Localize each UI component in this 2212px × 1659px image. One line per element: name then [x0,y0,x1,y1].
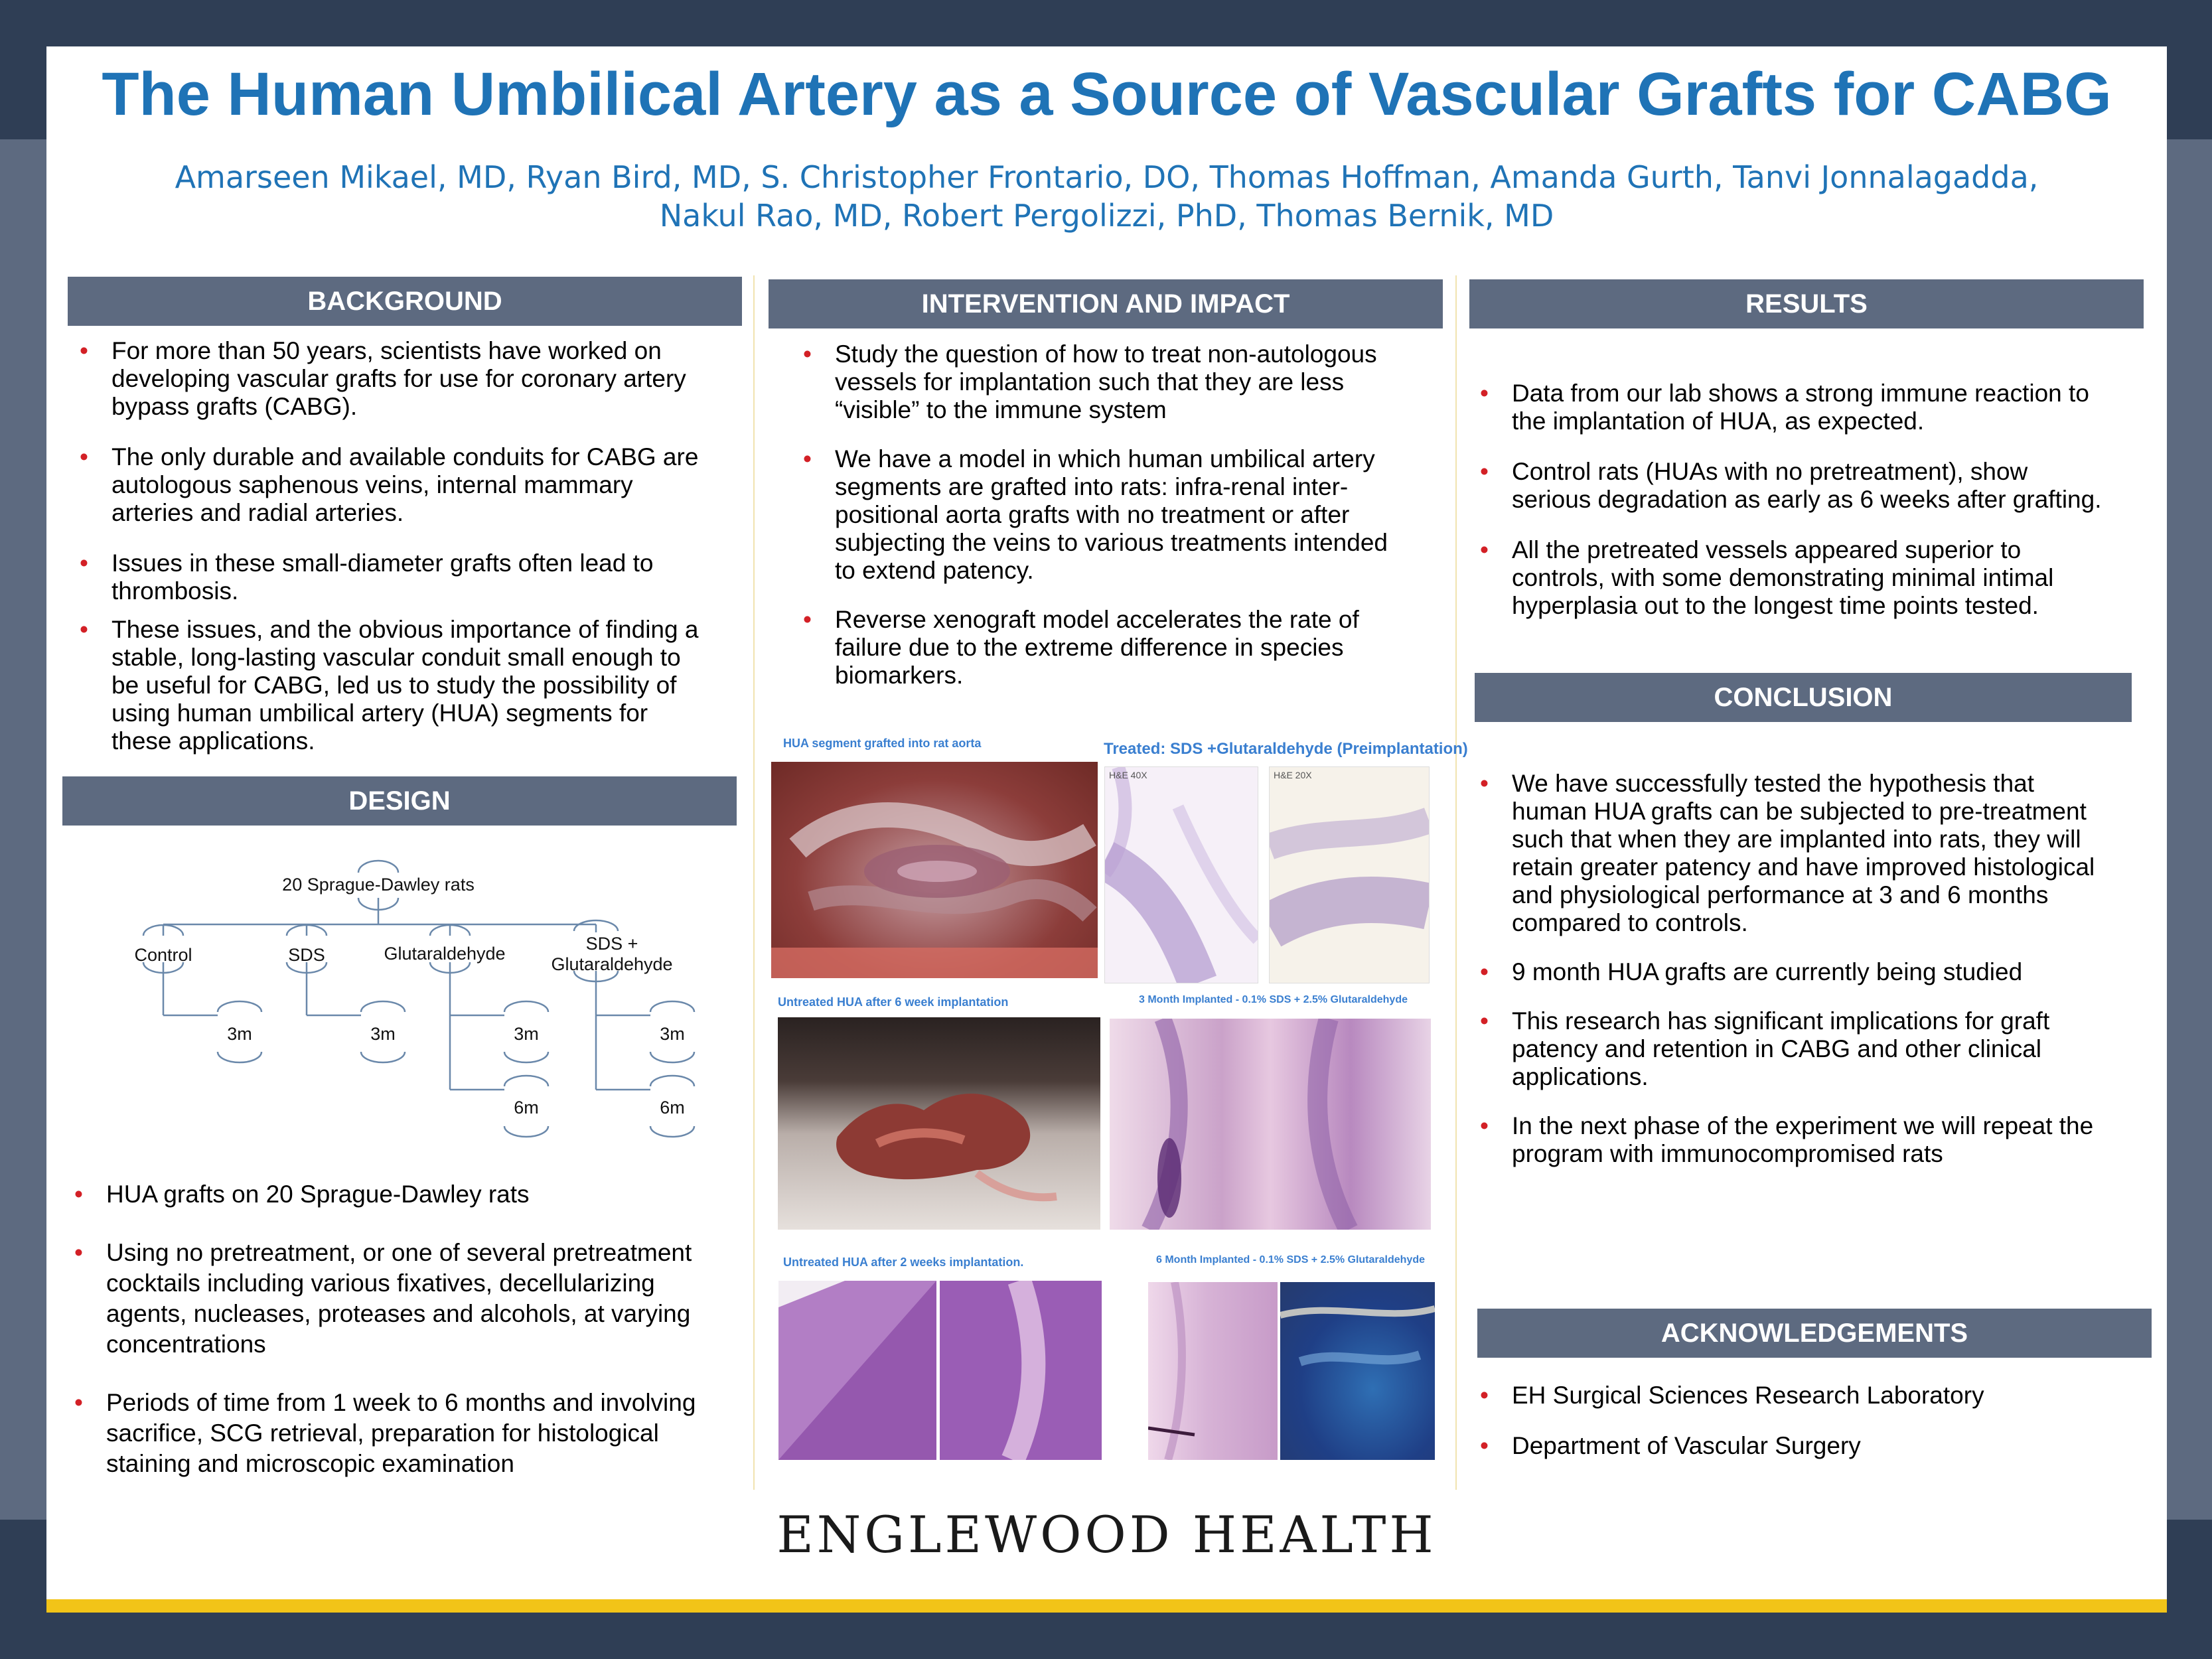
figure-caption: 6 Month Implanted - 0.1% SDS + 2.5% Glutaraldehyde [1156,1254,1425,1265]
list-item: • We have successfully tested the hypothesis that human HUA grafts can be subjected to pre-treatment such that when they are implanted into rats, they will retain greater patency and have improved histological and physiological performance at 3 and 6 months compared to controls. [1480,770,2095,936]
list-item: • Data from our lab shows a strong immune reaction to the implantation of HUA, as expected. [1480,380,2089,435]
histology-photo [1104,766,1258,983]
results-header: RESULTS [1469,279,2144,328]
surgery-photo [771,762,1098,978]
conclusion-header: CONCLUSION [1475,673,2132,722]
author-line: Nakul Rao, MD, Robert Pergolizzi, PhD, Thomas Bernik, MD [659,198,1554,234]
tree-group-control: Control [134,945,192,965]
list-item: • Periods of time from 1 week to 6 months and involving sacrifice, SCG retrieval, preparation for histological staining and microscopic examination [74,1389,696,1477]
acknowledgements-header: ACKNOWLEDGEMENTS [1477,1309,2152,1358]
study-design-tree [113,853,710,1145]
histology-photo [940,1281,1102,1460]
figure-caption: HUA segment grafted into rat aorta [783,737,982,750]
bullet-icon: • [803,445,812,472]
column-divider [753,275,755,1490]
intervention-bullets [803,340,1440,689]
tree-time-label: 6m [660,1098,685,1118]
histology-photo [1110,1019,1431,1230]
intervention-header: INTERVENTION AND IMPACT [769,279,1443,328]
tree-group-glutaraldehyde: Glutaraldehyde [384,944,506,964]
list-item: • We have a model in which human umbilical artery segments are grafted into rats: infra-renal inter- positional aorta grafts with no treatment or after subjecting the veins to various treatments intended to extend patency. [803,445,1388,584]
list-item: • For more than 50 years, scientists have worked on developing vascular grafts for use for coronary artery bypass grafts (CABG). [80,337,686,420]
figure-caption: 3 Month Implanted - 0.1% SDS + 2.5% Glutaraldehyde [1139,994,1408,1005]
bullet-icon: • [803,606,812,633]
bullet-icon: • [1480,1007,1489,1035]
list-item: • All the pretreated vessels appeared superior to controls, with some demonstrating minimal intimal hyperplasia out to the longest time points tested. [1480,536,2054,619]
list-item: • These issues, and the obvious importance of finding a stable, long-lasting vascular conduit small enough to be useful for CABG, led us to study the possibility of using human umbilical artery (HUA) segments for these applications. [80,616,699,755]
list-item: • Using no pretreatment, or one of several pretreatment cocktails including various fixatives, decellularizing agents, nucleases, proteases and alcohols, at varying concentrations [74,1239,692,1358]
design-bullets [74,1179,751,1479]
magnification-label: H&E 40X [1109,770,1147,780]
bullet-icon: • [74,1239,83,1266]
list-item: • This research has significant implications for graft patency and retention in CABG and other clinical applications. [1480,1007,2050,1090]
tree-time-label: 3m [370,1024,396,1044]
institution-logo-text: ENGLEWOOD HEALTH [776,1505,1437,1564]
list-item: • Department of Vascular Surgery [1480,1432,1861,1459]
background-header: BACKGROUND [68,277,742,326]
list-item: • 9 month HUA grafts are currently being studied [1480,958,2023,985]
tree-time-label: 3m [227,1024,252,1044]
bullet-icon: • [80,337,88,364]
bullet-icon: • [80,443,88,470]
tree-group-sds-glut: SDS + [585,934,638,954]
list-item: • Control rats (HUAs with no pretreatment), show serious degradation as early as 6 weeks after grafting. [1480,458,2102,513]
histology-photo [1280,1282,1435,1460]
tree-group-sds-glut: Glutaraldehyde [551,954,673,974]
acknowledgements-bullets [1480,1382,2144,1460]
author-list [46,158,2167,235]
list-item: • The only durable and available conduits for CABG are autologous saphenous veins, internal mammary arteries and radial arteries. [80,443,699,526]
bullet-icon: • [1480,1112,1489,1139]
author-line: Amarseen Mikael, MD, Ryan Bird, MD, S. Christopher Frontario, DO, Thomas Hoffman, Amanda Gurth, Tanvi Jonnalagadda, [175,159,2039,195]
list-item: • Issues in these small-diameter grafts often lead to thrombosis. [80,549,654,605]
list-item: • Reverse xenograft model accelerates the rate of failure due to the extreme difference in species biomarkers. [803,606,1359,689]
histology-photo [1148,1282,1278,1460]
bullet-icon: • [1480,958,1489,985]
figure-caption: Untreated HUA after 2 weeks implantation. [783,1256,1024,1269]
background-bullets [80,337,750,755]
bullet-icon: • [74,1389,83,1416]
list-item: • In the next phase of the experiment we will repeat the program with immunocompromised rats [1480,1112,2094,1167]
list-item: • EH Surgical Sciences Research Laboratory [1480,1382,1984,1409]
design-header: DESIGN [62,776,737,826]
tree-time-label: 6m [514,1098,539,1118]
tree-time-label: 3m [514,1024,539,1044]
list-item: • Study the question of how to treat non-autologous vessels for implantation such that they are less “visible” to the immune system [803,340,1377,423]
column-divider [1455,275,1457,1490]
histology-photo [778,1281,936,1460]
figure-caption: Untreated HUA after 6 week implantation [778,995,1009,1009]
magnification-label: H&E 20X [1274,770,1312,780]
gold-stripe [46,1599,2167,1613]
explant-photo [778,1017,1100,1230]
bullet-icon: • [803,340,812,368]
bullet-icon: • [74,1181,83,1208]
bullet-icon: • [1480,770,1489,797]
bullet-icon: • [80,549,88,577]
bullet-icon: • [1480,536,1489,563]
bullet-icon: • [80,616,88,643]
bullet-icon: • [1480,380,1489,407]
tree-group-sds: SDS [288,945,325,965]
bullet-icon: • [1480,1432,1489,1459]
results-bullets [1480,380,2157,620]
histology-photo [1269,766,1430,983]
conclusion-bullets [1480,770,2157,1168]
tree-time-label: 3m [660,1024,685,1044]
figure-caption: Treated: SDS +Glutaraldehyde (Preimplantation) [1104,740,1468,758]
list-item: • HUA grafts on 20 Sprague-Dawley rats [74,1179,751,1210]
bullet-icon: • [1480,1382,1489,1409]
poster-title: The Human Umbilical Artery as a Source of Vascular Grafts for CABG [102,60,2112,128]
bullet-icon: • [1480,458,1489,485]
tree-root-label: 20 Sprague-Dawley rats [282,875,475,895]
